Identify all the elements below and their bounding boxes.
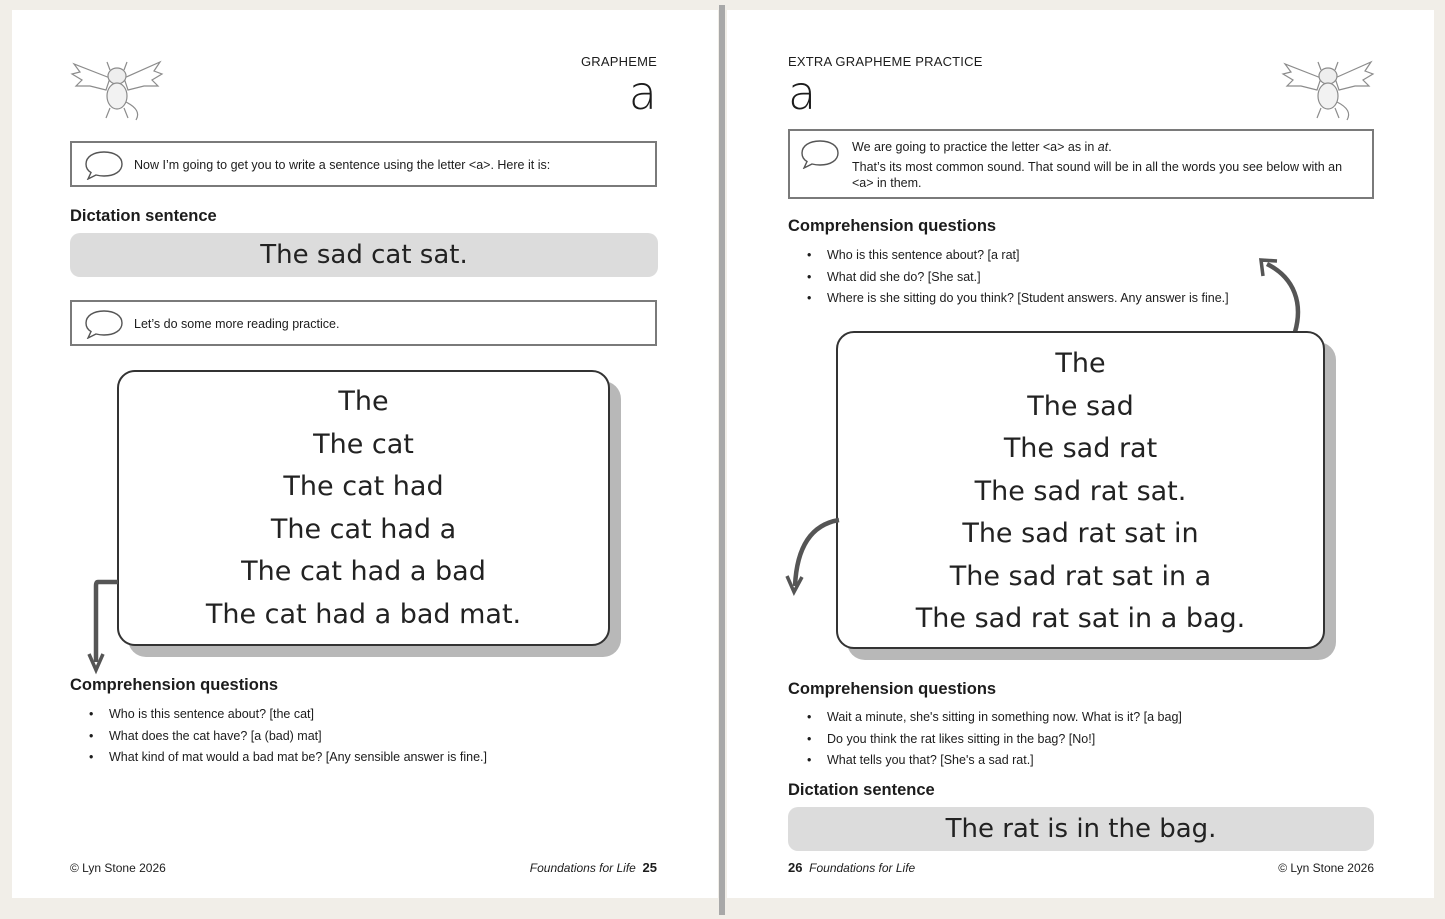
- footer-page-info: [788, 860, 915, 875]
- ladder-line: The sad: [1027, 390, 1134, 422]
- right-page: [727, 10, 1434, 898]
- ladder-line: The sad rat: [1003, 433, 1158, 464]
- speech-text: Now I’m going to get you to write a sentence using the letter <a>. Here it is:: [134, 158, 551, 172]
- footer-copyright: © Lyn Stone 2026: [70, 861, 166, 875]
- page-number: 25: [642, 860, 657, 875]
- down-arrow-icon: [88, 580, 122, 672]
- speech-text: Let’s do some more reading practice.: [134, 317, 340, 331]
- comprehension-questions-list: [70, 704, 487, 769]
- speech-bubble-icon: [84, 150, 124, 180]
- speech-text-italic: at: [1097, 140, 1109, 154]
- ladder-line: The sad rat sat in: [962, 518, 1199, 549]
- grapheme-label: GRAPHEME: [580, 54, 657, 69]
- question-item: • Wait a minute, she's sitting in something now. What is it? [a bag]: [788, 707, 1182, 729]
- speech-text-part: We are going to practice the letter <a> as in: [852, 140, 1098, 154]
- speech-bubble-icon: [84, 309, 124, 339]
- speech-text-line-1: [852, 139, 1364, 155]
- up-arrow-icon: [1257, 252, 1307, 334]
- speech-box-intro: [70, 141, 657, 187]
- footer-page-info: [530, 860, 657, 875]
- dragon-mascot-icon: [1281, 58, 1375, 122]
- page-number: 26: [788, 860, 803, 875]
- ladder-line: The cat had: [283, 471, 444, 502]
- footer-copyright: © Lyn Stone 2026: [1278, 861, 1374, 875]
- comprehension-questions-list: [788, 707, 1182, 772]
- sentence-ladder-card: [836, 331, 1325, 649]
- question-item: • What does the cat have? [a (bad) mat]: [70, 726, 487, 748]
- speech-text-part: .: [1108, 140, 1112, 154]
- dragon-mascot-icon: [70, 58, 164, 122]
- speech-box-reading: [70, 300, 657, 346]
- question-item: • Who is this sentence about? [the cat]: [70, 704, 487, 726]
- ladder-line: The cat had a: [270, 513, 457, 545]
- ladder-line: The sad rat sat in a: [949, 560, 1212, 592]
- ladder-line: The: [1055, 348, 1106, 379]
- dictation-sentence: The rat is in the bag.: [788, 807, 1374, 851]
- comprehension-questions-list: [788, 245, 1229, 310]
- speech-bubble-icon: [800, 139, 840, 169]
- dictation-heading: Dictation sentence: [70, 207, 217, 225]
- ladder-line: The: [338, 386, 389, 417]
- question-item: • Where is she sitting do you think? [Student answers. Any answer is fine.]: [788, 288, 1229, 310]
- dictation-heading: Dictation sentence: [788, 781, 935, 799]
- speech-text-line-2: That’s its most common sound. That sound will be in all the words you see below with an <a> in them.: [852, 160, 1343, 190]
- question-item: • Who is this sentence about? [a rat]: [788, 245, 1229, 267]
- dictation-sentence: The sad cat sat.: [70, 233, 658, 277]
- question-item: • What did she do? [She sat.]: [788, 267, 1229, 289]
- speech-box-intro: [788, 129, 1374, 199]
- comprehension-heading: Comprehension questions: [788, 680, 997, 698]
- ladder-line: The sad rat sat in a bag.: [915, 603, 1246, 634]
- book-spine: [719, 5, 725, 915]
- comprehension-heading: Comprehension questions: [788, 217, 997, 235]
- grapheme-letter: a: [788, 66, 817, 120]
- footer-book-title: Foundations for Life: [809, 861, 916, 875]
- ladder-line: The cat: [313, 428, 414, 460]
- ladder-line: The cat had a bad: [241, 556, 486, 587]
- left-page: [12, 10, 718, 898]
- comprehension-heading: Comprehension questions: [70, 676, 279, 694]
- question-item: • What tells you that? [She's a sad rat.]: [788, 750, 1182, 772]
- question-item: • What kind of mat would a bad mat be? [Any sensible answer is fine.]: [70, 747, 487, 769]
- ladder-line: The cat had a bad mat.: [205, 598, 522, 630]
- ladder-line: The sad rat sat.: [974, 475, 1187, 507]
- grapheme-letter: a: [628, 66, 657, 120]
- sentence-ladder-card: [117, 370, 610, 646]
- footer-book-title: Foundations for Life: [529, 861, 636, 875]
- grapheme-label: EXTRA GRAPHEME PRACTICE: [788, 54, 983, 69]
- down-left-arrow-icon: [785, 516, 843, 596]
- question-item: • Do you think the rat likes sitting in the bag? [No!]: [788, 729, 1182, 751]
